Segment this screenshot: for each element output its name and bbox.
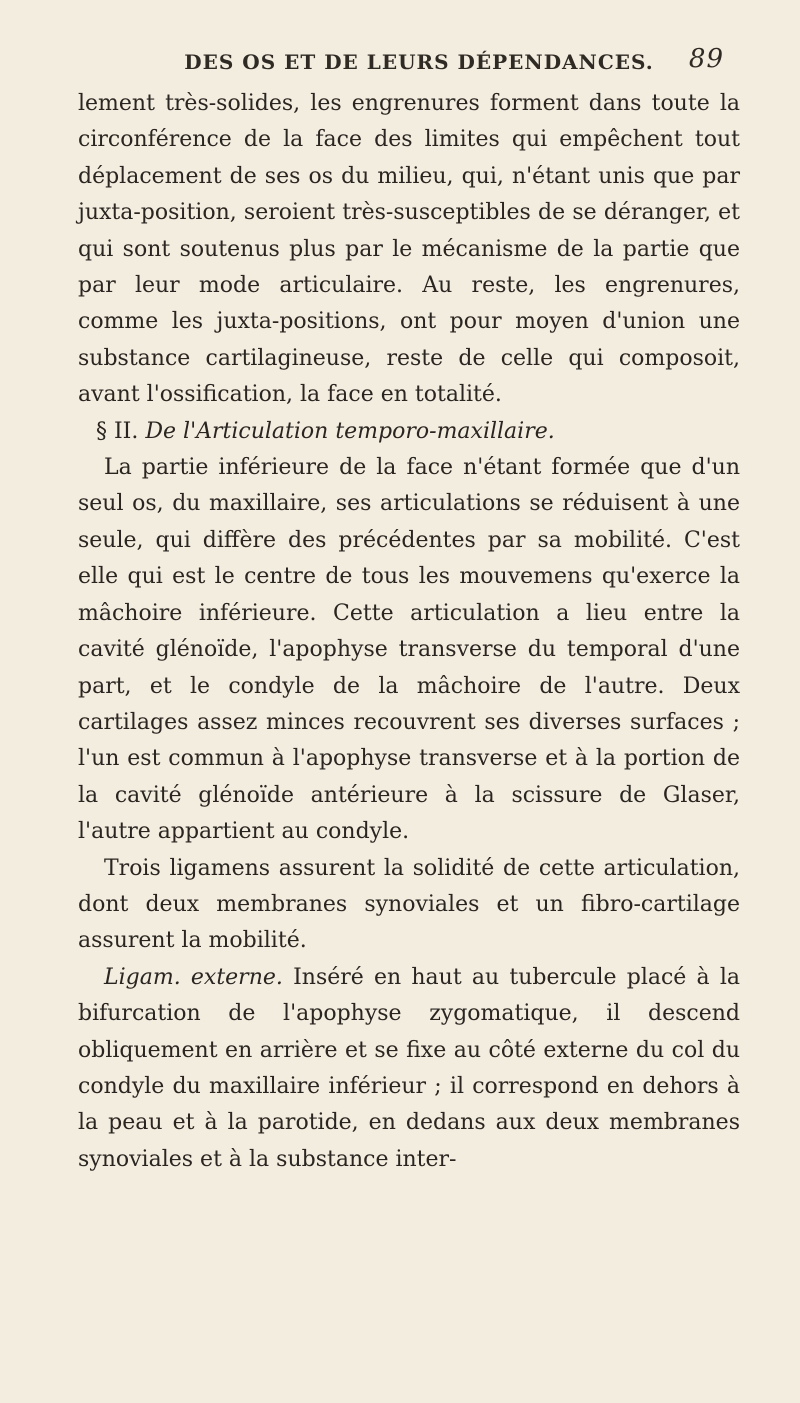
body-text	[78, 86, 740, 1178]
paragraph-continued: lement très-solides, les engrenures forment dans toute la circonférence de la face des limites qui empêchent tout déplacement de ses os du milieu, qui, n'étant unis que par juxta-position, seroient très-susceptibles de se déranger, et qui sont soutenus plus par le mécanisme de la partie que par leur mode articulaire. Au reste, les engrenures, comme les juxta-positions, ont pour moyen d'union une substance cartilagineuse, reste de celle qui composoit, avant l'ossification, la face en totalité.	[78, 91, 740, 408]
section-heading	[78, 414, 740, 450]
page-number: 89	[688, 44, 724, 74]
paragraph: Trois ligamens assurent la solidité de cette articulation, dont deux membranes synoviales et un fibro-cartilage assurent la mobilité.	[78, 855, 740, 954]
section-number: § II.	[96, 418, 139, 444]
running-header	[78, 44, 740, 86]
section-title: De l'Articulation temporo-maxillaire.	[145, 418, 555, 444]
paragraph: La partie inférieure de la face n'étant formée que d'un seul os, du maxillaire, ses articulations se réduisent à une seule, qui diffère des précédentes par sa mobilité. C'est elle qui est le centre de tous les mouvemens qu'exerce la mâchoire inférieure. Cette articulation a lieu entre la cavité glénoïde, l'apophyse transverse du temporal d'une part, et le condyle de la mâchoire de l'autre. Deux cartilages assez minces recouvrent ses diverses surfaces ; l'un est commun à l'apophyse transverse et à la portion de la cavité glénoïde antérieure à la scissure de Glaser, l'autre appartient au condyle.	[78, 455, 740, 845]
paragraph-ligament	[78, 960, 740, 1178]
header-title: DES OS ET DE LEURS DÉPENDANCES.	[184, 50, 654, 74]
ligament-label: Ligam. externe.	[104, 964, 283, 990]
ligament-text: Inséré en haut au tubercule placé à la bifurcation de l'apophyse zygomatique, il descend obliquement en arrière et se fixe au côté externe du col du condyle du maxillaire inférieur ; il correspond en dehors à la peau et à la parotide, en dedans aux deux membranes synoviales et à la substance inter-	[78, 964, 740, 1172]
